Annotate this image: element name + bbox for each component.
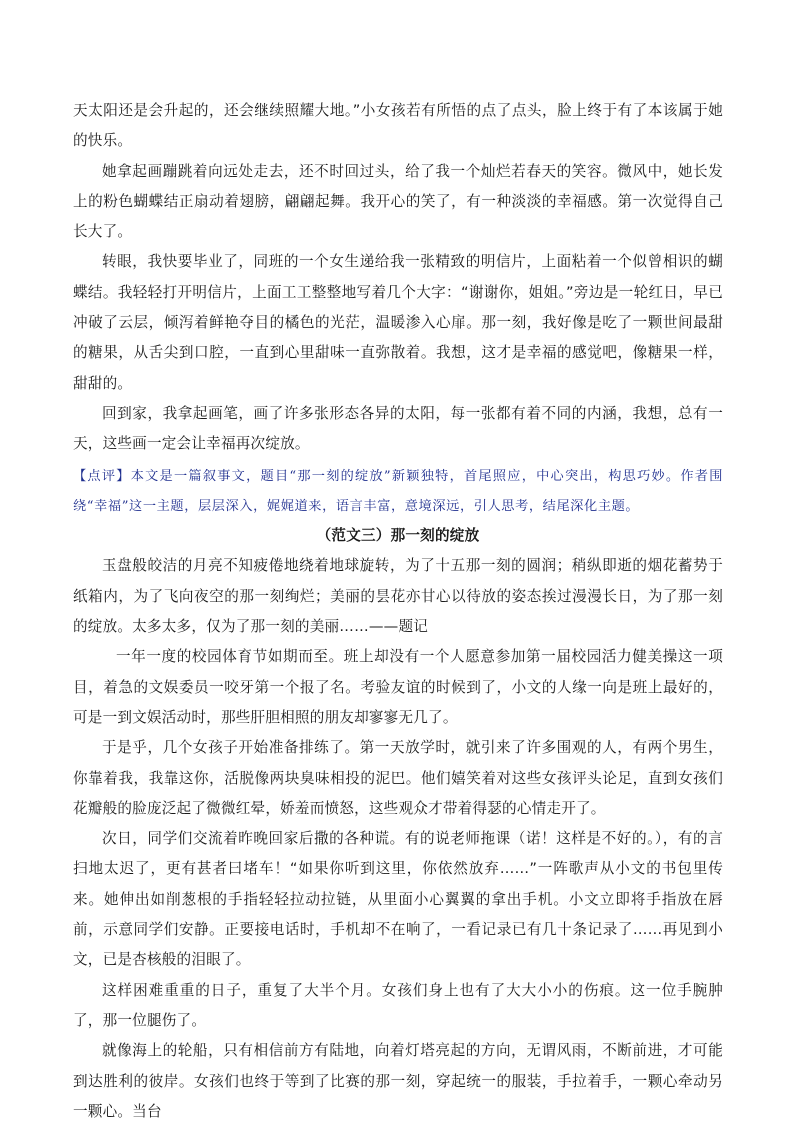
epigraph: 玉盘般皎洁的月亮不知疲倦地绕着地球旋转，为了十五那一刻的圆润；稍纵即逝的烟花蓄势于纸箱内，为了飞向夜空的那一刻绚烂；美丽的昙花亦甘心以待放的姿态挨过漫漫长日，为了那一刻的绽放。太多太多，仅为了那一刻的美丽……——题记 <box>73 557 723 636</box>
essay-heading: （范文三）那一刻的绽放 <box>316 527 480 545</box>
paragraph: 转眼，我快要毕业了，同班的一个女生递给我一张精致的明信片，上面粘着一个似曾相识的蝴蝶结。我轻轻打开明信片，上面工工整整地写着几个大字：“谢谢你，姐姐。”旁边是一轮红日，早已冲破了云层，倾泻着鲜艳夺目的橘色的光茫，温暖渗入心扉。那一刻，我好像是吃了一颗世间最甜的糖果，从舌尖到口腔，一直到心里甜味一直弥散着。我想，这才是幸福的感觉吧，像糖果一样，甜甜的。 <box>73 253 723 392</box>
paragraph: 就像海上的轮船，只有相信前方有陆地，向着灯塔亮起的方向，无谓风雨，不断前进，才可能到达胜利的彼岸。女孩们也终于等到了比赛的那一刻，穿起统一的服装，手拉着手，一颗心牵动另一颗心。当台 <box>73 1042 723 1120</box>
paragraph: 一年一度的校园体育节如期而至。班上却没有一个人愿意参加第一届校园活力健美操这一项目，着急的文娱委员一咬牙第一个报了名。考验友谊的时候到了，小文的人缘一向是班上最好的，可是一到文娱活动时，那些肝胆相照的朋友却寥寥无几了。 <box>73 648 723 726</box>
comment-text: 本文是一篇叙事文，题目“那一刻的绽放”新颖独特，首尾照应，中心突出，构思巧妙。作者围绕“幸福”这一主题，层层深入，娓娓道来，语言丰富，意境深远，引人思考，结尾深化主题。 <box>73 468 723 514</box>
paragraph: 回到家，我拿起画笔，画了许多张形态各异的太阳，每一张都有着不同的内涵，我想，总有一天，这些画一定会让幸福再次绽放。 <box>73 404 723 453</box>
paragraph: 这样困难重重的日子，重复了大半个月。女孩们身上也有了大大小小的伤痕。这一位手腕肿了，那一位腿伤了。 <box>73 981 723 1029</box>
paragraph: 她拿起画蹦跳着向远处走去，还不时回过头，给了我一个灿烂若春天的笑容。微风中，她长发上的粉色蝴蝶结正扇动着翅膀，翩翩起舞。我开心的笑了，有一种淡淡的幸福感。第一次觉得自己长大了。 <box>73 162 723 241</box>
document-page <box>73 96 723 1127</box>
paragraph: 天太阳还是会升起的，还会继续照耀大地。”小女孩若有所悟的点了点头，脸上终于有了本该属于她的快乐。 <box>73 102 723 150</box>
comment-block <box>73 462 723 523</box>
comment-label: 【点评】 <box>73 468 131 484</box>
paragraph: 于是乎，几个女孩子开始准备排练了。第一天放学时，就引来了许多围观的人，有两个男生，你靠着我，我靠这你，活脱像两块臭味相投的泥巴。他们嬉笑着对这些女孩评头论足，直到女孩们花瓣般的脸庞泛起了微微红晕，娇羞而愤怒，这些观众才带着得瑟的心情走开了。 <box>73 739 723 817</box>
paragraph: 次日，同学们交流着昨晚回家后撒的各种谎。有的说老师拖课（诺！这样是不好的。），有的言扫地太迟了，更有甚者曰堵车！“如果你听到这里，你依然放弃……”一阵歌声从小文的书包里传来。她伸出如削葱根的手指轻轻拉动拉链，从里面小心翼翼的拿出手机。小文立即将手指放在唇前，示意同学们安静。正要接电话时，手机却不在响了，一看记录已有几十条记录了……再见到小文，已是杏核般的泪眼了。 <box>73 830 723 969</box>
